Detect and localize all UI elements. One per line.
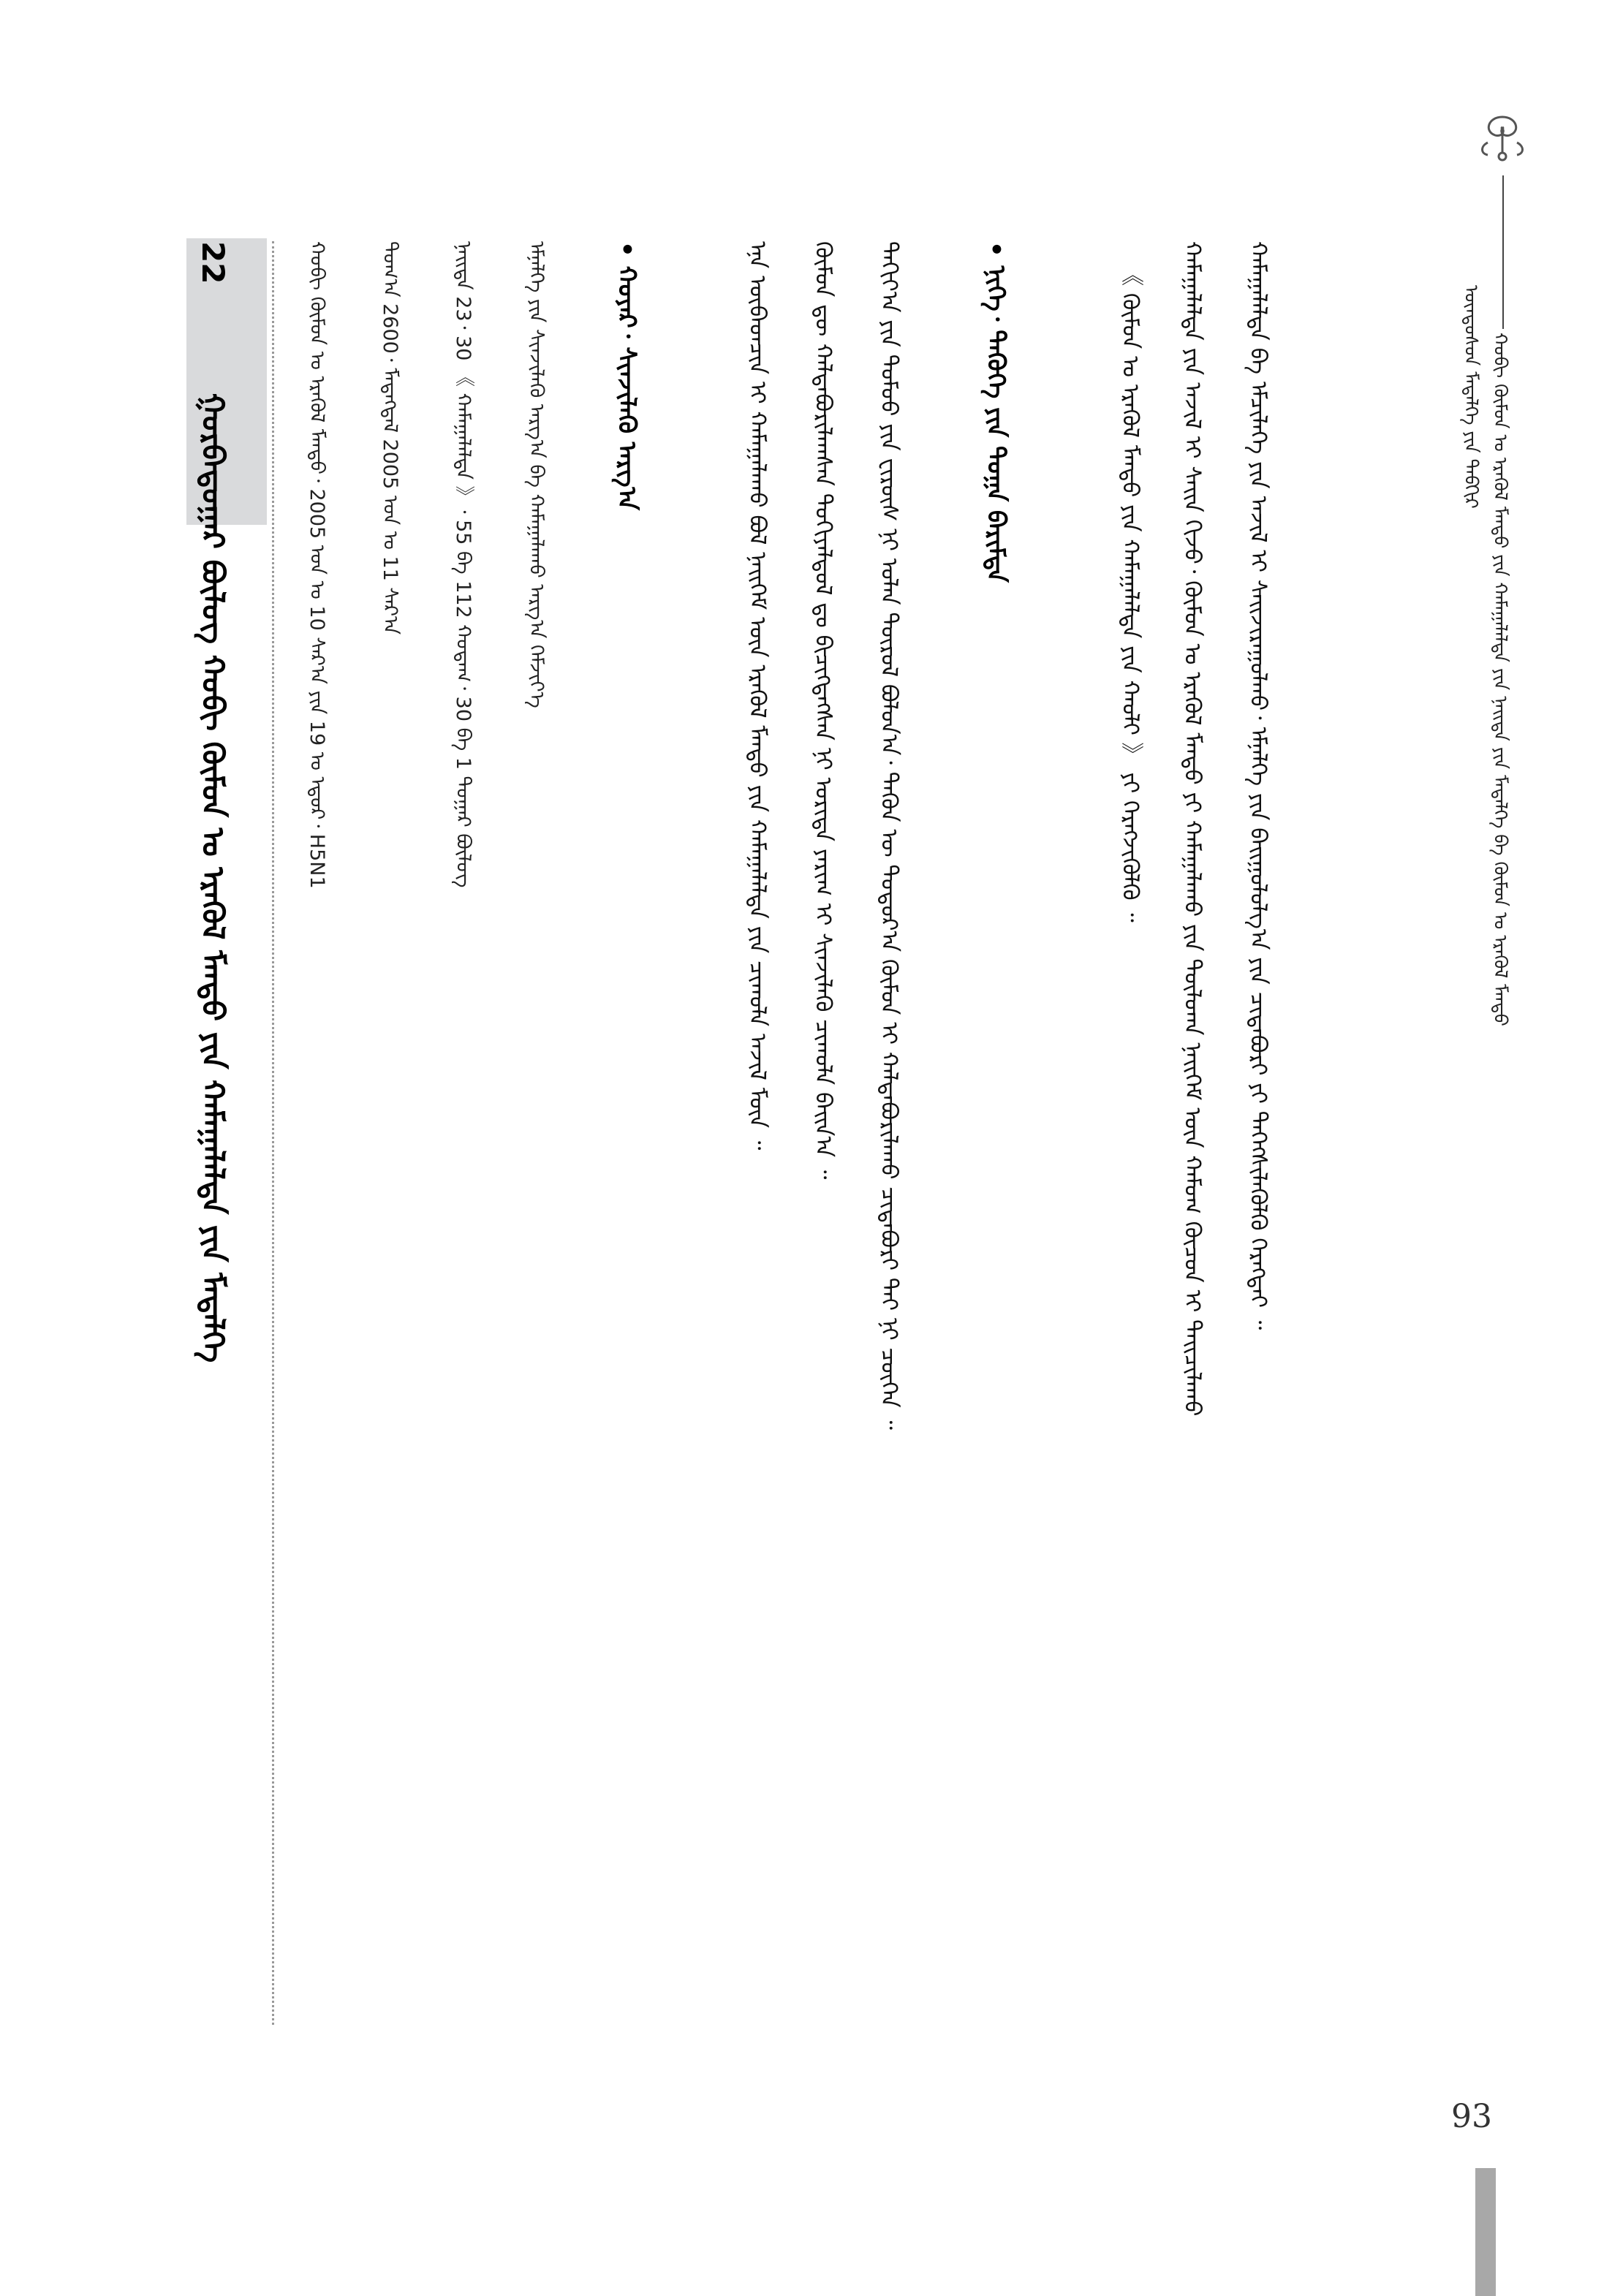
body-paragraph-4: ᠲᠠᠬᠢᠶ᠎ᠠ ᠶᠢᠨ ᠲᠤᠮᠤᠤ ᠶᠢᠨ ᠸᠢᠷᠦ᠋ᠰ ᠨᠢ ᠣᠯᠠᠨ ᠲᠥᠷᠥᠯ ᠪᠣᠯᠤᠨ᠎ᠠ᠂ ᠲᠡᠭᠦᠨ ᠦ ᠳᠣᠲᠣᠷ᠎ᠠ ᠬᠦᠮᠦᠨ ᠢ ᠬᠠᠯᠳᠠᠪᠤᠷᠢᠯᠠᠬᠤ ᠴᠢᠳᠠᠪᠤᠷᠢ ᠲᠠᠢ ᠨᠢ ᠴᠥᠭᠡᠨ ᠃ — [876, 241, 902, 1430]
section-heading-1: • ᠨᠢᠭᠡ᠂ ᠲᠡᠭᠦᠬᠡ ᠶᠢᠨ ᠲᠣᠭᠠ ᠪᠠᠷᠢᠮᠲᠠ — [983, 241, 1008, 583]
header-ornament-icon — [1459, 110, 1546, 178]
body-paragraph-2: ᠬᠠᠮᠠᠭᠠᠯᠠᠯᠲᠠ ᠶᠢᠨ ᠠᠵᠢᠯ ᠢ ᠰᠠᠢᠨ ᠬᠢᠵᠦ᠂ ᠬᠦᠮᠦᠨ ᠤ ᠡᠷᠡᠭᠦᠯ ᠮᠡᠨᠳᠦ ᠶᠢ ᠬᠠᠮᠠᠭᠠᠯᠠᠬᠤ ᠶᠢᠨ ᠲᠥᠯᠥᠭ᠍ᠡ ᠨᠡᠢᠭᠡᠮ ᠦᠨ ᠬᠠᠮᠤᠭ ᠬᠦᠴᠦᠨ ᠢ ᠳᠠᠢᠴᠢᠯᠠᠬᠤ — [1179, 241, 1206, 1417]
chapter-title-text: ᠭᠤᠷᠪᠠᠳᠤᠭᠠᠷ ᠪᠦᠯᠦᠭ ᠬᠤᠪᠢ ᠬᠦᠮᠦᠨ ᠤ ᠡᠷᠡᠭᠦᠯ ᠮᠡᠨᠳᠦ ᠶᠢᠨ ᠬᠠᠮᠠᠭᠠᠯᠠᠯᠲᠠ ᠶᠢᠨ ᠮᠡᠳᠡᠯᠭᠡ — [195, 393, 231, 1363]
body-paragraph-3: 《 ᠬᠦᠮᠦᠨ ᠤ ᠡᠷᠡᠭᠦᠯ ᠮᠡᠨᠳᠦ ᠶᠢᠨ ᠬᠠᠮᠠᠭᠠᠯᠠᠯᠲᠠ ᠶᠢᠨ ᠬᠠᠤᠯᠢ 》 ᠶᠢ ᠬᠡᠷᠡᠭᠵᠢᠭᠦᠯᠬᠦ ᠃ — [1117, 263, 1143, 922]
page-number: 93 — [1451, 2098, 1492, 2135]
reference-line-3: ᠨᠡᠢᠲᠡ 23᠂ 30 《 ᠬᠠᠮᠠᠭᠠᠯᠠᠯᠲᠠ 》᠂ 55 ᠪᠠ 112 ᠬᠤᠳᠠᠭ᠂ 30 ᠪᠠ 1 ᠳᠤᠭᠠᠷ ᠪᠦᠯᠦᠭ — [452, 241, 474, 888]
chapter-number: 22 — [195, 241, 231, 284]
header-rule — [1502, 175, 1504, 329]
running-header-line-1: ᠬᠤᠪᠢ ᠬᠦᠮᠦᠨ ᠤ ᠡᠷᠡᠭᠦᠯ ᠮᠡᠨᠳᠦ ᠶᠢᠨ ᠬᠠᠮᠠᠭᠠᠯᠠᠯᠲᠠ ᠶᠢᠨ ᠨᠡᠢᠲᠡ ᠶᠢᠨ ᠮᠡᠳᠡᠯᠭᠡ ᠪᠠ ᠬᠦᠮᠦᠨ ᠤ ᠡᠷᠡᠭᠦᠯ ᠮᠡᠨᠳᠦ — [1490, 333, 1511, 1026]
page-edge-tab — [1475, 2168, 1496, 2296]
body-paragraph-1: ᠬᠠᠮᠠᠭᠠᠯᠠᠯᠲᠠ ᠪᠠ ᠡᠮᠴᠢᠯᠡᠭᠡ ᠶᠢᠨ ᠠᠵᠢᠯ ᠢ ᠰᠠᠢᠵᠢᠷᠠᠭᠤᠯᠬᠤ᠂ ᠡᠮᠨᠡᠯᠭᠡ ᠶᠢᠨ ᠪᠠᠢᠭᠤᠯᠤᠯᠭ᠎ᠠ ᠶᠢᠨ ᠴᠢᠳᠠᠪᠤᠷᠢ ᠶᠢ ᠳᠡᠭᠡᠭᠰᠢᠯᠡᠭᠦᠯᠬᠦ ᠬᠡᠷᠡᠭᠲᠡᠢ ᠃ — [1245, 241, 1271, 1330]
running-header-line-2: ᠦᠨᠳᠦᠰᠦᠨ ᠮᠡᠳᠡᠯᠭᠡ ᠶᠢᠨ ᠲᠡᠪᠬᠢᠷ — [1461, 285, 1482, 509]
body-paragraph-6: ᠡᠨᠡ ᠥᠪᠡᠳᠴᠢᠨ ᠢ ᠬᠠᠮᠠᠭᠠᠯᠠᠬᠤ ᠪᠣᠯ ᠨᠡᠢᠭᠡᠮ ᠦᠨ ᠡᠷᠡᠭᠦᠯ ᠮᠡᠨᠳᠦ ᠶᠢᠨ ᠬᠠᠮᠠᠭᠠᠯᠠᠯᠲᠠ ᠶᠢᠨ ᠴᠢᠬᠤᠯᠠ ᠠᠵᠢᠯ ᠮᠥᠨ ᠃ — [744, 241, 771, 1151]
reference-line-4: ᠡᠮᠨᠡᠯᠭᠡ ᠶᠢᠨ ᠰᠢᠨᠵᠢᠯᠡᠬᠦ ᠠᠷᠭ᠎ᠠ ᠪᠠ ᠬᠠᠮᠠᠭᠠᠯᠠᠬᠤ ᠠᠷᠭ᠎ᠠ ᠬᠡᠮᠵᠢᠶ᠎ᠡ — [525, 241, 548, 708]
chapter-title — [195, 241, 231, 2069]
dotted-divider — [272, 241, 274, 2025]
section-heading-2: • ᠬᠣᠶᠠᠷ᠂ ᠰᠢᠨᠵᠢᠯᠡᠬᠦ ᠠᠷᠭ᠎ᠠ — [614, 241, 639, 510]
reference-line-1: ᠬᠤᠪᠢ ᠬᠦᠮᠦᠨ ᠤ ᠡᠷᠡᠭᠦᠯ ᠮᠡᠨᠳᠦ᠂ 2005 ᠣᠨ ᠤ 10 ᠰᠠᠷ᠎ᠠ ᠶᠢᠨ 19 ᠤ ᠡᠳᠦᠷ᠂ H5N1 — [306, 241, 328, 889]
reference-line-2: ᠲᠣᠭ᠎ᠠ 2600᠂ ᠮᠡᠳᠡᠭᠳᠡᠯ 2005 ᠣᠨ ᠤ 11 ᠰᠠᠷ᠎ᠠ — [379, 241, 401, 635]
body-paragraph-5: ᠬᠦᠮᠦᠨ ᠳᠦ ᠬᠠᠯᠳᠠᠪᠤᠷᠢᠯᠠᠭᠰᠠᠨ ᠲᠣᠬᠢᠶᠠᠯᠳᠤᠯ ᠳᠤ ᠪᠢᠴᠢᠭᠳᠡᠭᠰᠡᠨ ᠨᠢ ᠤᠷᠢᠳᠠ ᠶᠠᠷᠢᠭ ᠢ ᠰᠢᠨᠵᠢᠯᠡᠬᠦ ᠴᠢᠬᠤᠯᠠ ᠪᠠᠢᠨ᠎ᠠ ᠃ — [810, 241, 836, 1180]
